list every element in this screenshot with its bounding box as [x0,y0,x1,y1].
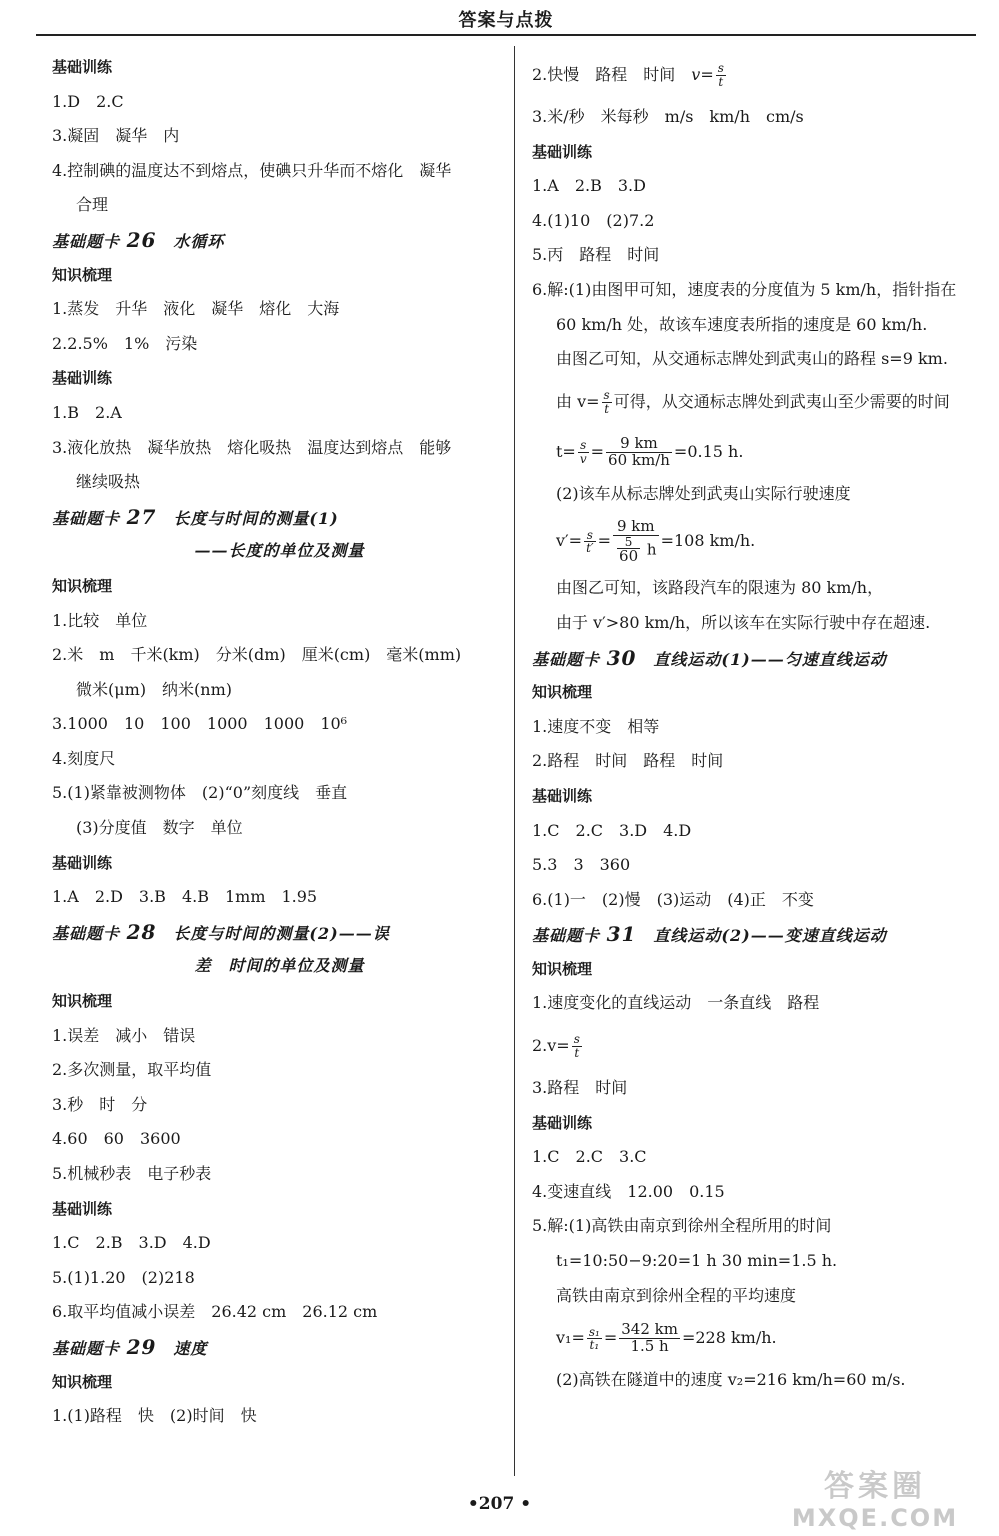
answer-line: 由图乙可知，该路段汽车的限速为 80 km/h， [556,578,884,598]
fraction: $\frac{s}{v}$ [579,438,587,466]
section-subheading: 基础训练 [532,142,593,161]
section-subheading: 基础训练 [52,853,113,872]
answer-line: t₁=10:50−9:20=1 h 30 min=1.5 h. [556,1251,838,1271]
answer-line: 1.速度不变 相等 [532,716,660,736]
section-subheading: 基础训练 [52,369,113,388]
answer-line: (2)高铁在隧道中的速度 v₂=216 km/h=60 m/s. [556,1370,906,1390]
answer-line: 5.解:(1)高铁由南京到徐州全程所用的时间 [532,1216,832,1236]
section-subtitle: ——长度的单位及测量 [194,541,365,561]
answer-line: 3.液化放热 凝华放热 熔化吸热 温度达到熔点 能够 [52,437,452,457]
answer-line: 2.路程 时间 路程 时间 [532,751,724,771]
section-subheading: 知识梳理 [52,265,113,284]
answer-line: (3)分度值 数字 单位 [76,818,243,838]
header-title: 答案与点拨 [458,10,554,31]
section-subheading: 知识梳理 [532,959,593,978]
fraction: $\frac{9 km}{60 km/h}$ [608,434,670,469]
answer-line: 3.凝固 凝华 内 [52,126,180,146]
answer-line: 1.(1)路程 快 (2)时间 快 [52,1406,257,1426]
answer-line: 继续吸热 [76,472,141,492]
answer-line: 1.C 2.B 3.D 4.D [52,1233,211,1253]
answer-line: 2.快慢 路程 时间 v= $\frac{s}{t}$ [532,61,724,89]
right-column [532,50,982,1398]
section-title: 基础题卡 26 水循环 [52,227,225,252]
answer-line: 1.D 2.C [52,91,124,111]
answer-line: 5.丙 路程 时间 [532,245,660,265]
fraction: 9 km $\frac{5}{60}$ h [613,519,659,565]
answer-line: t= $\frac{s}{v}$ = $\frac{9 km}{60 km/h}$ =0.15 h. [556,434,744,469]
fraction: $\frac{342 km}{1.5 h}$ [621,1320,678,1356]
answer-line: 3.米/秒 米每秒 m/s km/h cm/s [532,107,804,126]
section-subheading: 基础训练 [532,786,593,805]
answer-line: 1.比较 单位 [52,610,148,630]
answer-line: 5.(1)紧靠被测物体 (2)“0”刻度线 垂直 [52,783,348,803]
answer-line: 4.刻度尺 [52,748,116,768]
answer-line: 60 km/h 处，故该车速度表所指的速度是 60 km/h. [556,314,928,334]
section-title: 基础题卡 31 直线运动(2)——变速直线运动 [532,922,887,947]
answer-line: 6.(1)一 (2)慢 (3)运动 (4)正 不变 [532,889,814,909]
answer-line: 4.60 60 3600 [52,1129,181,1149]
column-divider [514,46,515,1476]
answer-line: 3.1000 10 100 1000 1000 10⁶ [52,714,348,734]
answer-line: 6.解:(1)由图甲可知，速度表的分度值为 5 km/h，指针指在 [532,279,957,299]
section-subtitle: 差 时间的单位及测量 [194,956,365,976]
answer-line: 2.多次测量，取平均值 [52,1060,212,1080]
answer-line: 由于 v′>80 km/h，所以该车在实际行驶中存在超速. [556,612,931,632]
answer-line: 1.速度变化的直线运动 一条直线 路程 [532,993,820,1013]
answer-line: 微米(μm) 纳米(nm) [76,679,233,699]
answer-line: 4.变速直线 12.00 0.15 [532,1181,725,1201]
section-title: 基础题卡 28 长度与时间的测量(2)——误 [52,919,390,944]
watermark-logo: 答案圈 MXQE.COM [791,1469,959,1532]
page-header [36,8,976,36]
fraction: $\frac{s}{t}$ [603,388,610,416]
answer-line: 1.误差 减小 错误 [52,1025,196,1045]
answer-line: 6.取平均值减小误差 26.42 cm 26.12 cm [52,1302,378,1322]
answer-line: 2.米 m 千米(km) 分米(dm) 厘米(cm) 毫米(mm) [52,645,462,665]
answer-line: 5.(1)1.20 (2)218 [52,1267,195,1287]
fraction: $\frac{s}{t}$ [717,61,724,89]
left-column [52,50,507,1434]
answer-line: 5.3 3 360 [532,855,631,875]
answer-line: 由图乙可知，从交通标志牌处到武夷山的路程 s=9 km. [556,349,948,369]
section-subheading: 知识梳理 [52,1372,113,1391]
answer-line: 高铁由南京到徐州全程的平均速度 [556,1285,797,1305]
section-subheading: 知识梳理 [52,576,113,595]
answer-line: 3.路程 时间 [532,1078,628,1098]
answer-line: 2.v= $\frac{s}{t}$ [532,1032,580,1061]
answer-line: 2.2.5% 1% 污染 [52,333,198,353]
section-subheading: 基础训练 [52,1199,113,1218]
answer-line: 1.C 2.C 3.D 4.D [532,820,692,840]
answer-line: (2)该车从标志牌处到武夷山实际行驶速度 [556,483,851,503]
answer-line: v′= $\frac{s}{t'}$ = 9 km $\frac{5}{60}$ h =108 km/h. [556,516,756,566]
section-subheading: 知识梳理 [532,683,593,702]
fraction: $\frac{\text{s₁}}{\text{t₁}}$ [588,1324,600,1353]
answer-line: 4.(1)10 (2)7.2 [532,210,655,230]
answer-line: 1.A 2.B 3.D [532,176,646,196]
fraction: $\frac{s}{t'}$ [586,527,594,556]
answer-line: 1.B 2.A [52,402,122,422]
page-number: •207 • [467,1494,532,1514]
answer-line: 5.机械秒表 电子秒表 [52,1164,212,1183]
section-title: 基础题卡 27 长度与时间的测量(1) [52,504,339,529]
answer-line: 1.蒸发 升华 液化 凝华 熔化 大海 [52,299,340,319]
section-subheading: 知识梳理 [52,992,113,1011]
answer-line: 由 v= $\frac{s}{t}$ 可得，从交通标志牌处到武夷山至少需要的时间 [556,388,950,416]
answer-line: 3.秒 时 分 [52,1094,148,1114]
fraction: $\frac{s}{t}$ [573,1032,580,1061]
answer-line: 1.C 2.C 3.C [532,1147,647,1167]
section-title: 基础题卡 30 直线运动(1)——匀速直线运动 [532,645,887,670]
answer-line: 4.控制碘的温度达不到熔点，使碘只升华而不熔化 凝华 [52,160,452,180]
section-subheading: 基础训练 [532,1113,593,1132]
answer-line: v₁= $\frac{\text{s₁}}{\text{t₁}}$ = $\frac{342 km}{1.5 h}$ =228 km/h. [556,1320,777,1356]
answer-line: 合理 [76,195,109,215]
section-subheading: 基础训练 [52,58,113,76]
section-title: 基础题卡 29 速度 [52,1334,208,1359]
answer-line: 1.A 2.D 3.B 4.B 1mm 1.95 [52,887,318,907]
